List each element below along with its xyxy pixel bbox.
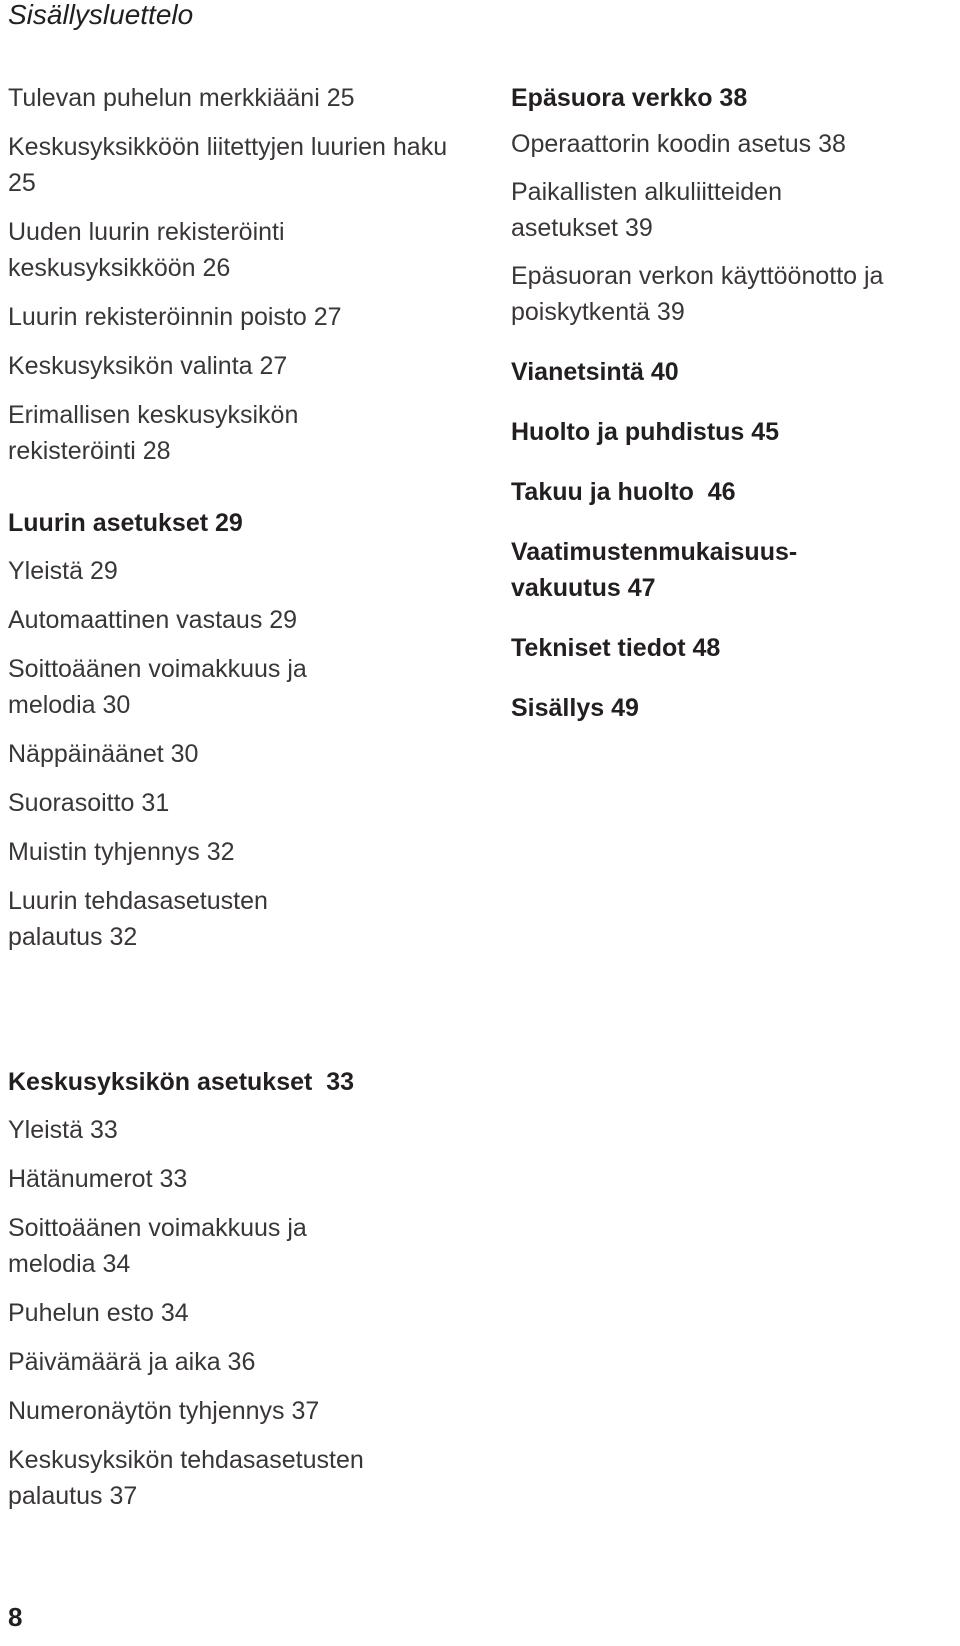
toc-entry-text: Keskusyksikön tehdasasetusten palautus 37 bbox=[8, 1446, 364, 1510]
toc-entry-text: Vaatimustenmukaisuus-vakuutus 47 bbox=[511, 538, 798, 602]
toc-entry[interactable]: Hätänumerot 33 bbox=[8, 1165, 188, 1193]
toc-entry[interactable] bbox=[511, 258, 951, 330]
toc-entry-text: Luurin tehdasasetusten palautus 32 bbox=[8, 887, 268, 951]
toc-entry[interactable] bbox=[8, 214, 478, 286]
toc-right-column bbox=[511, 80, 951, 750]
toc-entry[interactable] bbox=[511, 174, 951, 246]
toc-entry[interactable]: Automaattinen vastaus 29 bbox=[8, 606, 298, 634]
toc-entry[interactable]: Operaattorin koodin asetus 38 bbox=[511, 130, 846, 158]
toc-section-heading[interactable]: Takuu ja huolto 46 bbox=[511, 478, 736, 506]
toc-entry[interactable]: Yleistä 29 bbox=[8, 557, 118, 585]
toc-section-heading[interactable]: Tekniset tiedot 48 bbox=[511, 634, 721, 662]
toc-entry[interactable] bbox=[8, 1210, 478, 1282]
toc-entry-text: Soittoäänen voimakkuus ja melodia 34 bbox=[8, 1214, 307, 1278]
toc-entry[interactable]: Yleistä 33 bbox=[8, 1116, 118, 1144]
toc-entry[interactable]: Numeronäytön tyhjennys 37 bbox=[8, 1397, 320, 1425]
toc-entry-text: Uuden luurin rekisteröinti keskusyksikköön 26 bbox=[8, 218, 285, 282]
toc-entry-text: Soittoäänen voimakkuus ja melodia 30 bbox=[8, 655, 307, 719]
toc-entry[interactable]: Keskusyksikön valinta 27 bbox=[8, 352, 288, 380]
toc-entry-text: Erimallisen keskusyksikön rekisteröinti 28 bbox=[8, 401, 299, 465]
toc-section-heading[interactable]: Vianetsintä 40 bbox=[511, 358, 679, 386]
toc-entry[interactable]: Näppäinäänet 30 bbox=[8, 740, 199, 768]
toc-section-heading[interactable]: Huolto ja puhdistus 45 bbox=[511, 418, 780, 446]
toc-entry[interactable]: Suorasoitto 31 bbox=[8, 789, 170, 817]
toc-section-heading[interactable]: Sisällys 49 bbox=[511, 694, 639, 722]
toc-entry[interactable]: Päivämäärä ja aika 36 bbox=[8, 1348, 256, 1376]
toc-entry-text: Keskusyksikköön liitettyjen luurien haku 25 bbox=[8, 133, 448, 197]
toc-entry[interactable] bbox=[8, 883, 478, 955]
toc-section-heading[interactable]: Keskusyksikön asetukset 33 bbox=[8, 1068, 355, 1096]
page-title: Sisällysluettelo bbox=[8, 0, 194, 30]
toc-entry-text: Epäsuoran verkon käyttöönotto ja poiskytkentä 39 bbox=[511, 262, 884, 326]
toc-section-heading[interactable]: Luurin asetukset 29 bbox=[8, 509, 243, 537]
toc-left-column-lower bbox=[8, 1064, 478, 1527]
page-number: 8 bbox=[8, 1602, 23, 1632]
toc-entry[interactable] bbox=[8, 129, 478, 201]
toc-section-heading[interactable] bbox=[511, 534, 951, 606]
toc-entry[interactable] bbox=[8, 651, 478, 723]
toc-entry[interactable] bbox=[8, 397, 478, 469]
toc-entry[interactable] bbox=[8, 1442, 478, 1514]
toc-left-column bbox=[8, 80, 478, 968]
toc-entry[interactable]: Luurin rekisteröinnin poisto 27 bbox=[8, 303, 342, 331]
toc-entry[interactable]: Puhelun esto 34 bbox=[8, 1299, 189, 1327]
toc-section-heading[interactable]: Epäsuora verkko 38 bbox=[511, 84, 748, 112]
toc-entry-text: Paikallisten alkuliitteiden asetukset 39 bbox=[511, 178, 782, 242]
toc-entry[interactable]: Tulevan puhelun merkkiääni 25 bbox=[8, 84, 355, 112]
toc-entry[interactable]: Muistin tyhjennys 32 bbox=[8, 838, 235, 866]
